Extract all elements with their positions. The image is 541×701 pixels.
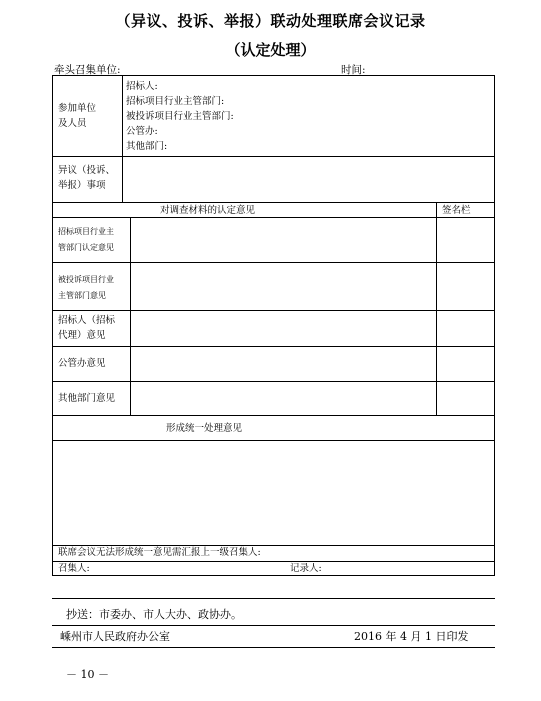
row-divider <box>53 440 494 441</box>
participant-entry: 其他部门: <box>126 141 168 152</box>
issue-date: 2016 年 4 月 1 日印发 <box>354 630 469 643</box>
time-label: 时间: <box>341 64 366 76</box>
convener-label: 召集人: <box>58 563 90 574</box>
cc-list: 抄送：市委办、市人大办、政协办。 <box>66 608 242 621</box>
convener-unit-label: 牵头召集单位: <box>54 64 121 76</box>
row-divider <box>53 217 494 218</box>
participant-entry: 被投诉项目行业主管部门: <box>126 111 234 122</box>
participant-entry: 公管办: <box>126 126 158 137</box>
page-number: － 10 － <box>66 668 109 681</box>
participants-label-line1: 参加单位 <box>58 103 97 114</box>
unified-opinion-header: 形成统一处理意见 <box>166 423 243 434</box>
row-divider <box>53 310 494 311</box>
escalation-label: 联席会议无法形成统一意见需汇报上一级召集人: <box>58 547 261 558</box>
document-subtitle: （认定处理） <box>225 41 316 59</box>
footer-rule <box>52 647 495 648</box>
row-divider <box>53 262 494 263</box>
column-divider <box>436 202 437 415</box>
objection-label-line2: 举报）事项 <box>58 180 106 191</box>
objection-label-line1: 异议（投诉、 <box>58 165 116 176</box>
row-divider <box>53 346 494 347</box>
row-divider <box>53 381 494 382</box>
issuing-office: 嵊州市人民政府办公室 <box>60 630 170 643</box>
opinion-row-label: 其他部门意见 <box>58 393 116 404</box>
row-divider <box>53 202 494 203</box>
column-divider <box>122 76 123 202</box>
row-divider <box>53 415 494 416</box>
row-divider <box>53 561 494 562</box>
opinion-section-header: 对调查材料的认定意见 <box>160 205 256 216</box>
opinion-row-label: 公管办意见 <box>58 358 106 369</box>
opinion-row-label: 招标项目行业主 <box>58 227 114 236</box>
document-title: （异议、投诉、举报）联动处理联席会议记录 <box>115 12 426 30</box>
opinion-row-label: 管部门认定意见 <box>58 243 114 252</box>
footer-rule <box>52 598 495 599</box>
meeting-record-table <box>52 75 495 576</box>
participant-entry: 招标项目行业主管部门: <box>126 96 225 107</box>
row-divider <box>53 156 494 157</box>
opinion-row-label: 代理）意见 <box>58 330 106 341</box>
signature-column-header: 签名栏 <box>442 205 471 216</box>
participant-entry: 招标人: <box>126 81 158 92</box>
footer-rule <box>52 625 495 626</box>
opinion-row-label: 被投诉项目行业 <box>58 275 114 284</box>
opinion-row-label: 主管部门意见 <box>58 291 106 300</box>
column-divider <box>130 217 131 415</box>
opinion-row-label: 招标人（招标 <box>58 315 116 326</box>
recorder-label: 记录人: <box>290 563 322 574</box>
participants-label-line2: 及人员 <box>58 118 87 129</box>
